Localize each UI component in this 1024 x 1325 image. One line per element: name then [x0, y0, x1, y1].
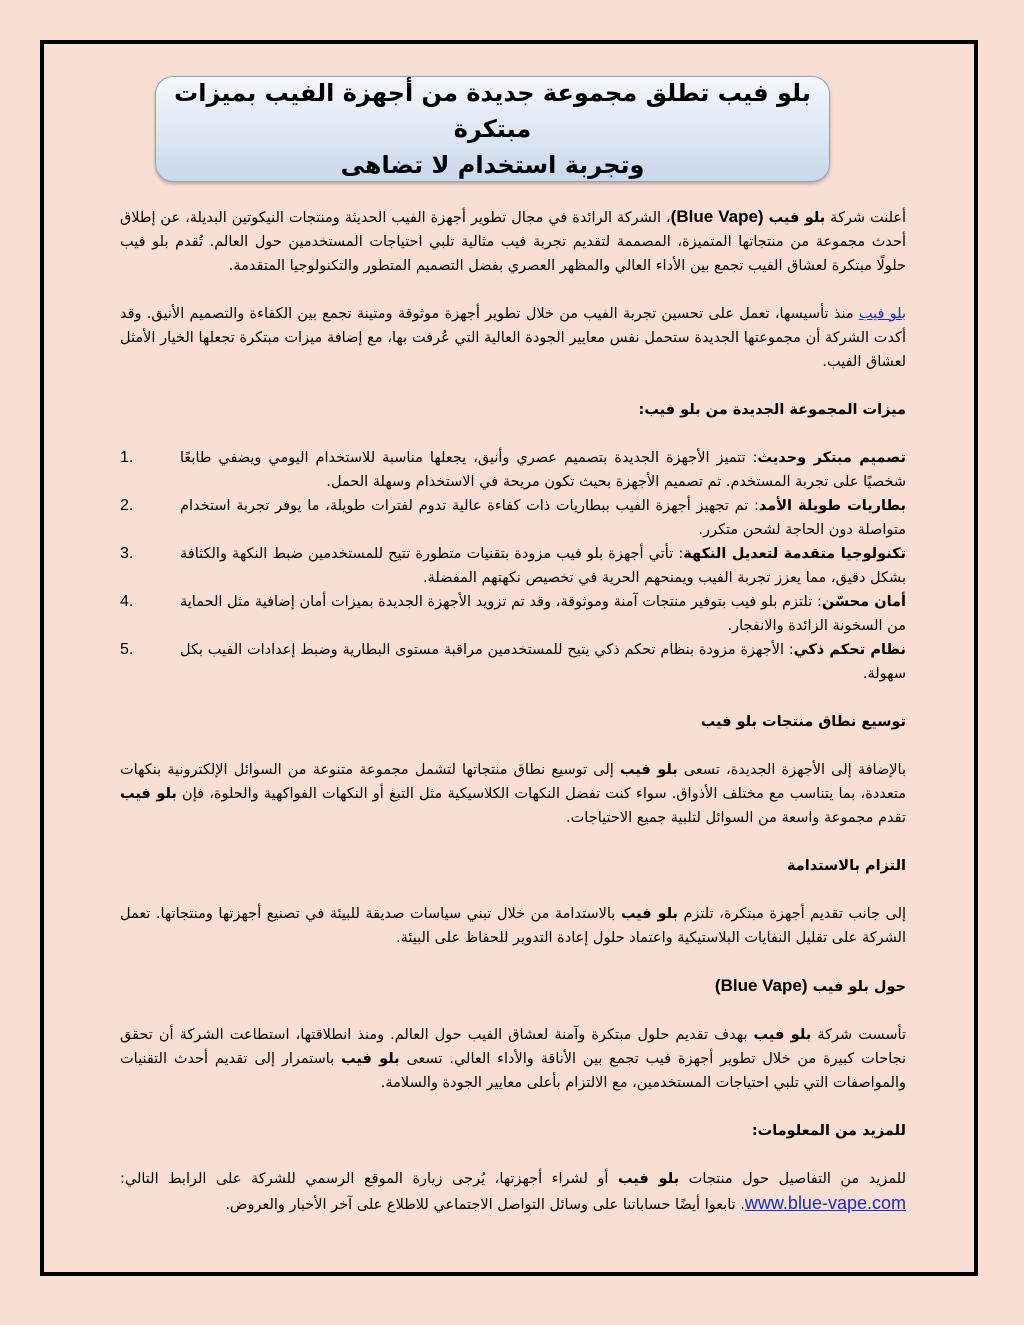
expansion-brand-2: بلو فيب — [120, 786, 177, 802]
list-item — [120, 494, 906, 542]
about-company-heading — [120, 974, 906, 999]
website-link[interactable]: www.blue-vape.com — [744, 1193, 906, 1213]
features-list — [120, 446, 906, 686]
more-info-brand: بلو فيب — [617, 1171, 680, 1187]
item-label: تصميم مبتكر وحديث — [757, 450, 906, 466]
item-text: : تأتي أجهزة بلو فيب مزودة بتقنيات متطورة تتيح للمستخدمين ضبط النكهة والكثافة بشكل دقيق، مما يعزز تجربة الفيب ويمنحهم الحرية في تخصيص نكهتهم المفضلة. — [180, 546, 906, 586]
more-info-heading: للمزيد من المعلومات: — [751, 1123, 906, 1139]
item-label: نظام تحكم ذكي — [793, 642, 906, 658]
expansion-heading: توسيع نطاق منتجات بلو فيب — [700, 714, 906, 730]
about-company-text-2: بهدف تقديم حلول مبتكرة وآمنة لعشاق الفيب حول العالم. ومنذ انطلاقتها، استطاعت الشركة أن تحقق نجاحات كبيرة من خلال تطوير أجهزة فيب تجمع بين الأناقة والأداء العالي. تسعى — [120, 1027, 907, 1067]
about-company-text-1: تأسست شركة — [811, 1027, 907, 1043]
more-info-text-1: للمزيد من التفاصيل حول منتجات — [679, 1171, 907, 1187]
item-label: بطاريات طويلة الأمد — [758, 498, 906, 514]
more-info-paragraph — [120, 1167, 906, 1217]
intro-brand-latin: (Blue Vape) — [670, 207, 764, 226]
item-number: 4. — [120, 593, 134, 610]
page-title — [156, 75, 829, 183]
sustainability-text-2: بالاستدامة من خلال تبني سياسات صديقة للبيئة في تصنيع أجهزتها ومنتجاتها. تعمل الشركة على تقليل النفايات البلاستيكية واعتماد حلول إعادة التدوير للحفاظ على البيئة. — [120, 906, 906, 946]
list-item — [120, 542, 906, 590]
expansion-text-2: إلى توسيع نطاق منتجاتها لتشمل مجموعة متنوعة من السوائل الإلكترونية بنكهات متعددة، بما يتناسب مع مختلف الأذواق. سواء كنت تفضل النكهات الكلاسيكية مثل التبغ أو النكهات الفواكهية والحلوة، فإن — [120, 762, 907, 802]
about-paragraph-text: منذ تأسيسها، تعمل على تحسين تجربة الفيب من خلال تطوير أجهزة موثوقة ومتينة تجمع بين الكفاءة والتصميم الأنيق. وقد أكدت الشركة أن مجموعتها الجديدة ستحمل نفس معايير الجودة العالية التي عُرفت بها، مع إضافة ميزات مبتكرة تجعلها الخيار الأمثل لعشاق الفيب. — [120, 306, 906, 370]
item-text: : تم تجهيز أجهزة الفيب ببطاريات ذات كفاءة عالية تدوم لفترات طويلة، ما يوفر تجربة استخدام متواصلة دون الحاجة لشحن متكرر. — [180, 498, 906, 538]
item-number: 1. — [120, 449, 134, 466]
expansion-brand-1: بلو فيب — [619, 762, 678, 778]
title-banner — [155, 76, 830, 182]
features-heading: ميزات المجموعة الجديدة من بلو فيب: — [638, 402, 906, 418]
article-body — [120, 205, 906, 1217]
title-line-2: وتجربة استخدام لا تضاهى — [340, 151, 645, 179]
list-item — [120, 638, 906, 686]
item-text: : الأجهزة مزودة بنظام تحكم ذكي يتيح للمستخدمين مراقبة مستوى البطارية وضبط إعدادات الفيب بكل سهولة. — [180, 642, 906, 682]
intro-brand: بلو فيب — [768, 210, 826, 226]
about-company-heading-latin: (Blue Vape) — [714, 976, 808, 995]
item-number: 3. — [120, 545, 134, 562]
item-number: 5. — [120, 641, 134, 658]
expansion-text-1: بالإضافة إلى الأجهزة الجديدة، تسعى — [677, 762, 907, 778]
intro-rest: ، الشركة الرائدة في مجال تطوير أجهزة الفيب الحديثة ومنتجات النيكوتين البديلة، عن إطلاق أحدث مجموعة من منتجاتها المتميزة، المصممة لتقديم تجربة فيب مثالية تلبي احتياجات المستخدمين حول العالم. تُقدم بلو فيب حلولًا مبتكرة لعشاق الفيب تجمع بين الأداء العالي والمظهر العصري بفضل التصميم المتطور والتكنولوجيا المتقدمة. — [120, 210, 906, 274]
about-paragraph — [120, 302, 906, 374]
item-text: : تتميز الأجهزة الجديدة بتصميم عصري وأنيق، يجعلها مناسبة للاستخدام اليومي ويضفي طابعًا شخصيًا على تجربة المستخدم. تم تصميم الأجهزة بحيث تكون مريحة في الاستخدام وسهلة الحمل. — [180, 450, 906, 490]
expansion-paragraph — [120, 758, 906, 830]
list-item — [120, 446, 906, 494]
sustainability-paragraph — [120, 902, 906, 950]
brand-link[interactable]: بلو فيب — [858, 306, 906, 322]
more-info-text-3: . تابعوا أيضًا حساباتنا على وسائل التواصل الاجتماعي للاطلاع على آخر الأخبار والعروض. — [225, 1197, 745, 1213]
item-text: : تلتزم بلو فيب بتوفير منتجات آمنة وموثوقة، وقد تم تزويد الأجهزة الجديدة بميزات أمان إضافية مثل الحماية من السخونة الزائدة والانفجار. — [180, 594, 906, 634]
about-company-brand-1: بلو فيب — [753, 1027, 812, 1043]
item-label: تكنولوجيا متقدمة لتعديل النكهة — [683, 546, 906, 562]
item-number: 2. — [120, 497, 134, 514]
intro-paragraph — [120, 205, 906, 278]
title-line-1: بلو فيب تطلق مجموعة جديدة من أجهزة الفيب بميزات مبتكرة — [174, 79, 811, 143]
sustainability-text-1: إلى جانب تقديم أجهزة مبتكرة، تلتزم — [677, 906, 907, 922]
expansion-text-3: تقدم مجموعة واسعة من السوائل لتلبية جميع الاحتياجات. — [566, 810, 906, 826]
about-company-paragraph — [120, 1023, 906, 1095]
about-company-brand-2: بلو فيب — [341, 1051, 400, 1067]
more-info-text-2: أو لشراء أجهزتها، يُرجى زيارة الموقع الرسمي للشركة على الرابط التالي: — [120, 1171, 618, 1187]
about-company-text-3: باستمرار إلى تقديم أحدث التقنيات والمواصفات التي تلبي احتياجات المستخدمين، مع الالتزام بأعلى معايير الجودة والسلامة. — [120, 1051, 906, 1091]
item-label: أمان محسّن — [821, 594, 906, 610]
list-item — [120, 590, 906, 638]
intro-lead: أعلنت شركة — [830, 210, 907, 226]
sustainability-heading: التزام بالاستدامة — [787, 858, 906, 874]
about-company-heading-ar: حول بلو فيب — [812, 979, 906, 995]
sustainability-brand: بلو فيب — [620, 906, 678, 922]
